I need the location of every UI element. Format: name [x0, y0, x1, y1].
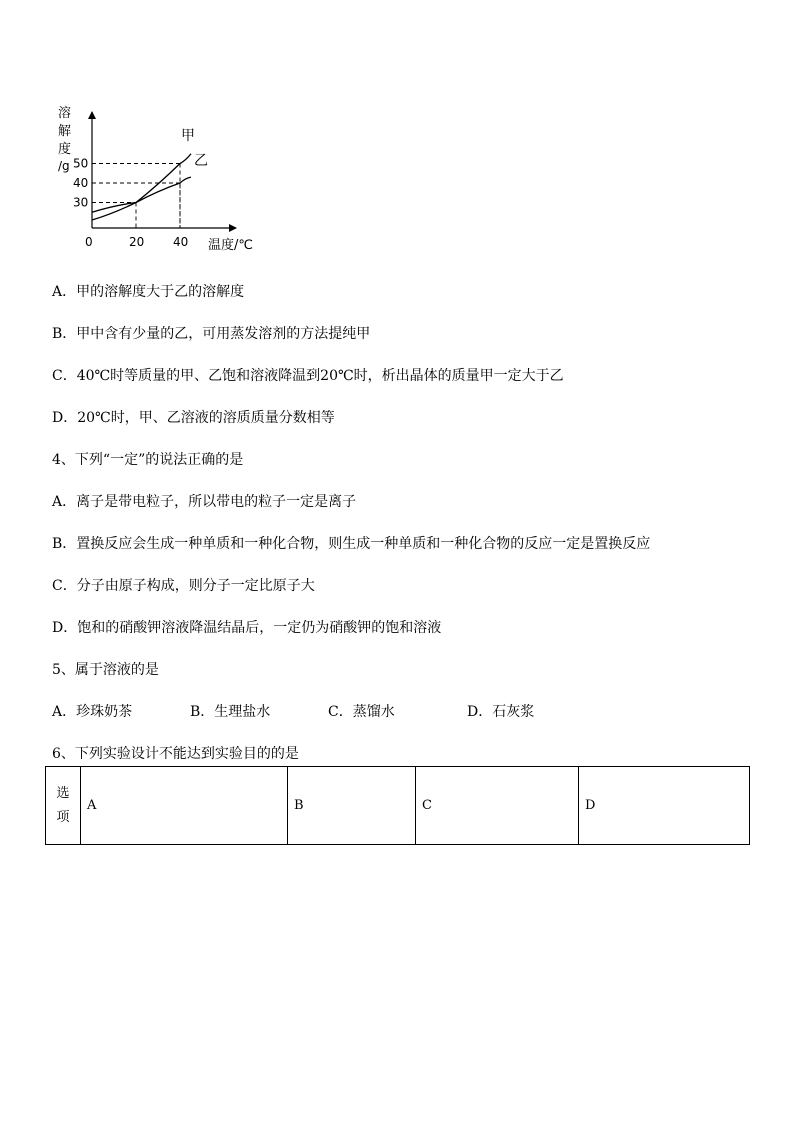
q5-stem: 5、属于溶液的是 — [52, 662, 159, 678]
q5-option-d: D．石灰浆 — [467, 704, 535, 720]
table-cell-b: B — [288, 767, 416, 845]
y-tick-label: 30 — [73, 195, 89, 210]
q4-option-b: B．置换反应会生成一种单质和一种化合物，则生成一种单质和一种化合物的反应一定是置换反应 — [52, 536, 651, 552]
dashed-guides — [92, 164, 180, 229]
header-char: 项 — [56, 809, 70, 825]
table-row — [46, 767, 750, 845]
x-axis-label: 温度/℃ — [208, 238, 253, 253]
x-tick-label: 20 — [129, 235, 145, 249]
q3-option-a: A．甲的溶解度大于乙的溶解度 — [52, 284, 245, 300]
header-char: 选 — [56, 785, 70, 801]
q4-option-c: C．分子由原子构成，则分子一定比原子大 — [52, 578, 315, 594]
y-tick-label: 40 — [73, 176, 89, 190]
table-header-option-label — [46, 767, 81, 845]
q6-stem: 6、下列实验设计不能达到实验目的的是 — [52, 746, 299, 762]
q3-option-b: B．甲中含有少量的乙，可用蒸发溶剂的方法提纯甲 — [52, 326, 371, 342]
origin-label: 0 — [85, 235, 93, 249]
q4-stem: 4、下列“一定”的说法正确的是 — [52, 452, 244, 468]
q5-option-c: C．蒸馏水 — [328, 704, 395, 720]
solubility-chart — [0, 0, 794, 270]
x-tick-label: 40 — [173, 235, 189, 249]
y-tick-label: 50 — [73, 156, 89, 171]
q3-option-c: C．40℃时等质量的甲、乙饱和溶液降温到20℃时，析出晶体的质量甲一定大于乙 — [52, 368, 564, 384]
q5-option-b: B．生理盐水 — [190, 704, 271, 720]
q4-option-d: D．饱和的硝酸钾溶液降温结晶后，一定仍为硝酸钾的饱和溶液 — [52, 620, 442, 636]
y-axis-label-char: 解 — [58, 124, 72, 139]
q3-option-d: D．20℃时，甲、乙溶液的溶质质量分数相等 — [52, 410, 335, 426]
y-axis-label-char: /g — [58, 159, 70, 173]
series-label-jia: 甲 — [181, 127, 195, 144]
y-axis-label-char: 溶 — [58, 106, 72, 121]
series-label-yi: 乙 — [194, 153, 208, 170]
table-cell-a: A — [81, 767, 288, 845]
curves — [92, 128, 208, 220]
q4-option-a: A．离子是带电粒子，所以带电的粒子一定是离子 — [52, 494, 357, 510]
q5-option-a: A．珍珠奶茶 — [52, 704, 133, 720]
q6-option-table — [45, 766, 750, 845]
series-curve-yi — [92, 177, 191, 212]
table-cell-c: C — [416, 767, 579, 845]
y-axis-label-char: 度 — [58, 142, 72, 157]
table-cell-d: D — [579, 767, 750, 845]
